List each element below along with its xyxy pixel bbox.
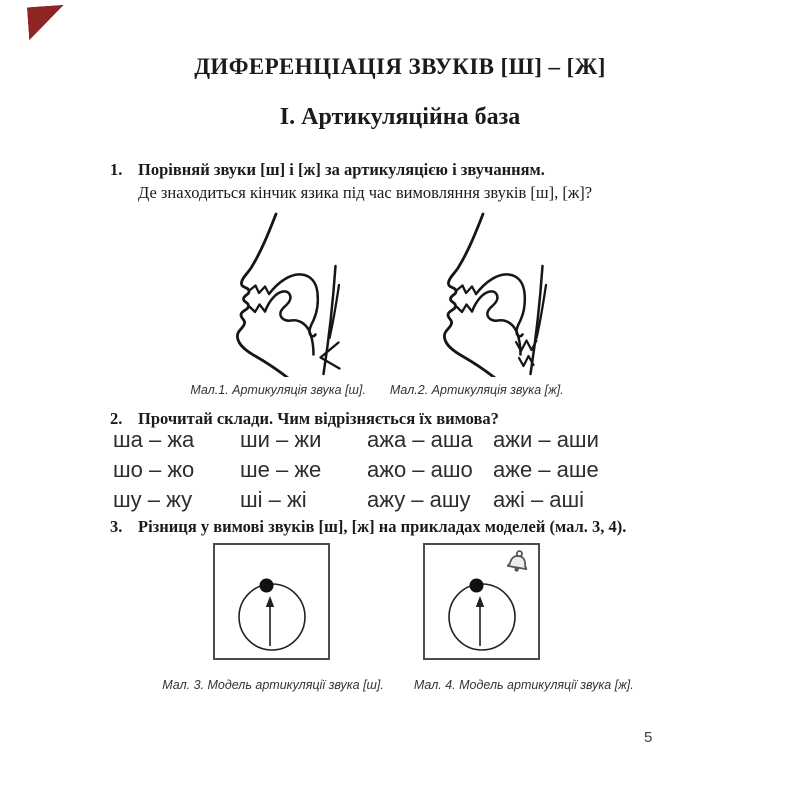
page-corner-decoration [27,5,66,41]
syllable-pair: ша – жа [113,427,195,452]
palate-line [476,274,525,336]
syllable-pair: ажу – ашу [367,487,471,512]
task2-prompt: Прочитай склади. Чим відрізняється їх вимова? [138,409,499,428]
page-number: 5 [644,729,653,746]
syllable-pair: шо – жо [113,457,195,482]
syllable-pair: ше – же [240,457,322,482]
tongue-position-dot [260,579,274,593]
model-captions-row [0,678,796,692]
task3-number: 3. [110,517,123,536]
upper-teeth-line [250,286,269,295]
articulation-model-zh [423,543,540,660]
lower-teeth-line [457,305,472,313]
task2-heading [110,409,499,429]
syllable-pair: ажи – аши [493,427,599,452]
model1-caption: Мал. 3. Модель артикуляції звука [ш]. [162,678,384,692]
articulation-figure-sh [222,211,342,377]
syllable-pair: ажа – аша [367,427,473,452]
tongue-position-dot [470,579,484,593]
articulation-model-sh [213,543,330,660]
task1-number: 1. [110,160,123,179]
syllable-pair: ши – жи [240,427,322,452]
task3-prompt: Різниця у вимові звуків [ш], [ж] на прикладах моделей (мал. 3, 4). [138,517,627,536]
page-title: ДИФЕРЕНЦІАЦІЯ ЗВУКІВ [Ш] – [Ж] [194,54,606,79]
task1-question: Де знаходиться кінчик язика під час вимовляння звуків [ш], [ж]? [138,183,593,202]
tongue-line [265,291,314,354]
syllable-pair: ажі – аші [493,487,585,512]
task3-heading [110,517,626,537]
syllable-table [113,429,599,511]
task1-heading [110,160,545,180]
articulation-figure-zh [429,211,549,377]
figure1-caption: Мал.1. Артикуляція звука [ш]. [190,383,366,397]
syllable-pair: ші – жі [240,487,307,512]
face-profile-line [237,214,288,377]
figure2-caption: Мал.2. Артикуляція звука [ж]. [389,383,564,397]
figure-captions-row [0,383,754,397]
model2-caption: Мал. 4. Модель артикуляції звука [ж]. [413,678,634,692]
task2-number: 2. [110,409,123,428]
lower-teeth-line [250,305,265,313]
upper-teeth-line [457,286,476,295]
syllable-pair: ажо – ашо [367,457,473,482]
palate-line [269,274,318,336]
section-heading: І. Артикуляційна база [279,104,521,130]
task1-prompt: Порівняй звуки [ш] і [ж] за артикуляцією і звучанням. [138,160,545,179]
tongue-line [472,291,521,354]
syllable-pair: шу – жу [113,487,193,512]
larynx-lines [321,343,340,369]
syllable-pair: аже – аше [493,457,599,482]
face-profile-line [444,214,495,377]
